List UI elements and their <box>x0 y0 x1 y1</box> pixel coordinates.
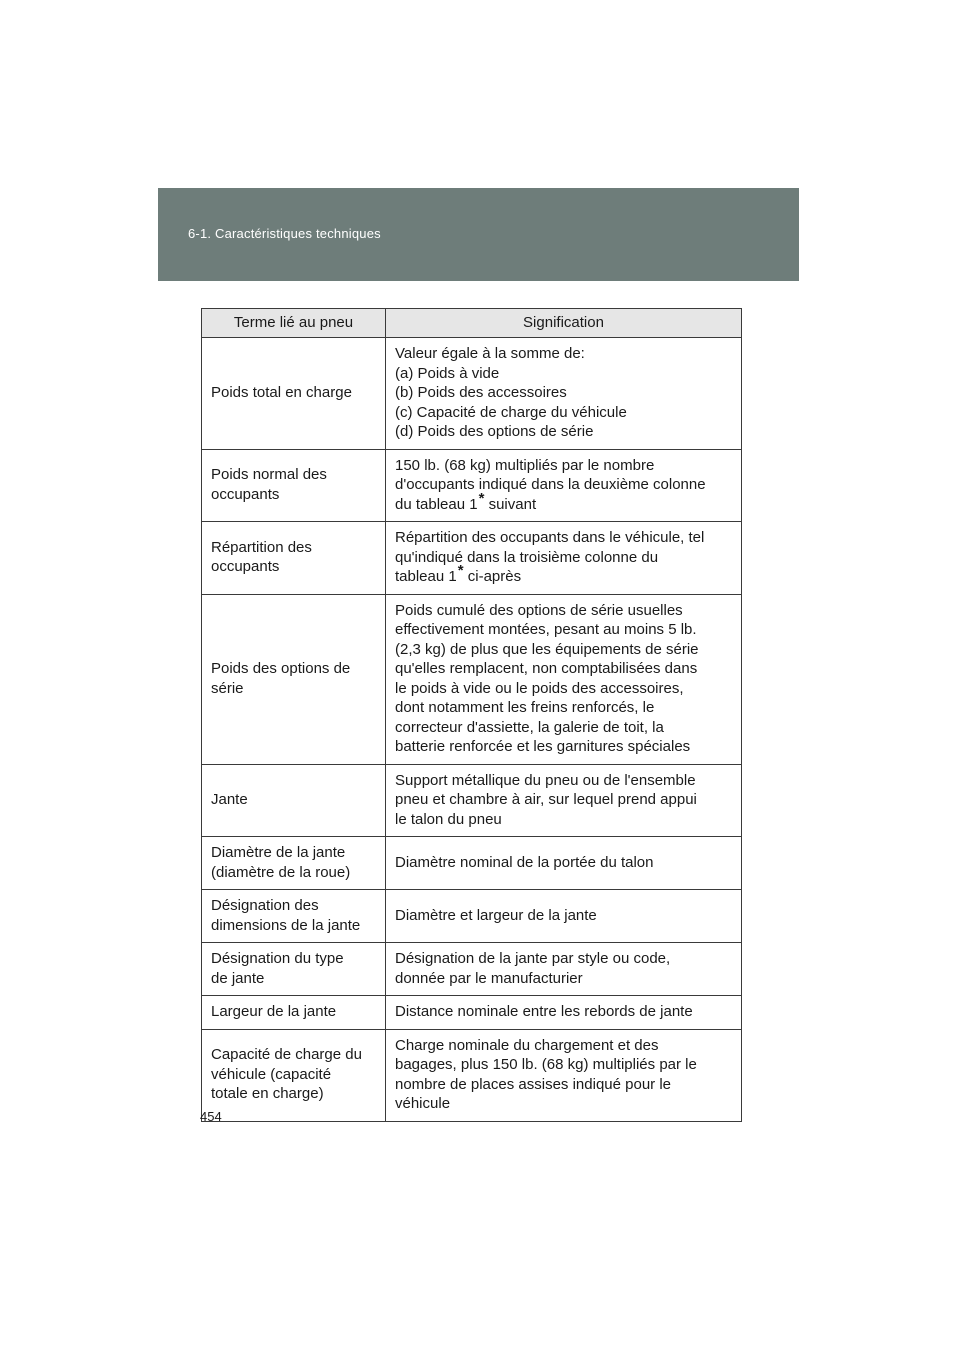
column-header-meaning: Signification <box>386 309 742 338</box>
table-row <box>202 996 742 1030</box>
section-header-band <box>158 188 799 281</box>
meaning-cell: Support métallique du pneu ou de l'ensemble pneu et chambre à air, sur lequel prend appui le talon du pneu <box>386 764 742 837</box>
meaning-text: Répartition des occupants dans le véhicule, tel qu'indiqué dans la troisième colonne du tableau 1 <box>395 529 705 585</box>
table-row <box>202 338 742 450</box>
meaning-cell <box>386 449 742 522</box>
meaning-cell: Désignation de la jante par style ou code, donnée par le manufacturier <box>386 943 742 996</box>
table-row <box>202 890 742 943</box>
term-cell: Jante <box>202 764 386 837</box>
term-cell: Largeur de la jante <box>202 996 386 1030</box>
term-cell: Capacité de charge du véhicule (capacité totale en charge) <box>202 1029 386 1121</box>
table-header-row <box>202 309 742 338</box>
term-cell: Désignation des dimensions de la jante <box>202 890 386 943</box>
page-number: 454 <box>200 1109 222 1124</box>
table-row <box>202 449 742 522</box>
meaning-cell: Diamètre et largeur de la jante <box>386 890 742 943</box>
term-cell: Poids normal des occupants <box>202 449 386 522</box>
table-row <box>202 1029 742 1121</box>
meaning-cell: Valeur égale à la somme de: (a) Poids à vide (b) Poids des accessoires (c) Capacité de charge du véhicule (d) Poids des options de série <box>386 338 742 450</box>
term-cell: Poids total en charge <box>202 338 386 450</box>
column-header-term: Terme lié au pneu <box>202 309 386 338</box>
meaning-cell: Poids cumulé des options de série usuelles effectivement montées, pesant au moins 5 lb. (2,3 kg) de plus que les équipements de série qu'elles remplacent, non comptabilisées dans le poids à vide ou le poids des accessoires, dont notamment les freins renforcés, le correcteur d'assiette, la galerie de toit, la batterie renforcée et les garnitures spéciales <box>386 594 742 764</box>
table-row <box>202 764 742 837</box>
table-row <box>202 837 742 890</box>
table-row <box>202 943 742 996</box>
footnote-asterisk: * <box>457 562 464 579</box>
meaning-cell: Distance nominale entre les rebords de jante <box>386 996 742 1030</box>
footnote-asterisk: * <box>478 489 485 507</box>
meaning-text-suffix: suivant <box>484 495 537 513</box>
tire-terms-table <box>201 308 742 1122</box>
table-row <box>202 594 742 764</box>
term-cell: Poids des options de série <box>202 594 386 764</box>
meaning-text-suffix: ci-après <box>463 568 522 585</box>
table-row <box>202 522 742 595</box>
section-title: 6-1. Caractéristiques techniques <box>188 226 381 241</box>
meaning-text: 150 lb. (68 kg) multipliés par le nombre d'occupants indiqué dans la deuxième colonne du tableau 1 <box>395 456 706 513</box>
meaning-cell <box>386 522 742 595</box>
term-cell: Diamètre de la jante (diamètre de la roue) <box>202 837 386 890</box>
term-cell: Désignation du type de jante <box>202 943 386 996</box>
term-cell: Répartition des occupants <box>202 522 386 595</box>
meaning-cell: Diamètre nominal de la portée du talon <box>386 837 742 890</box>
meaning-cell: Charge nominale du chargement et des bagages, plus 150 lb. (68 kg) multipliés par le nombre de places assises indiqué pour le véhicule <box>386 1029 742 1121</box>
